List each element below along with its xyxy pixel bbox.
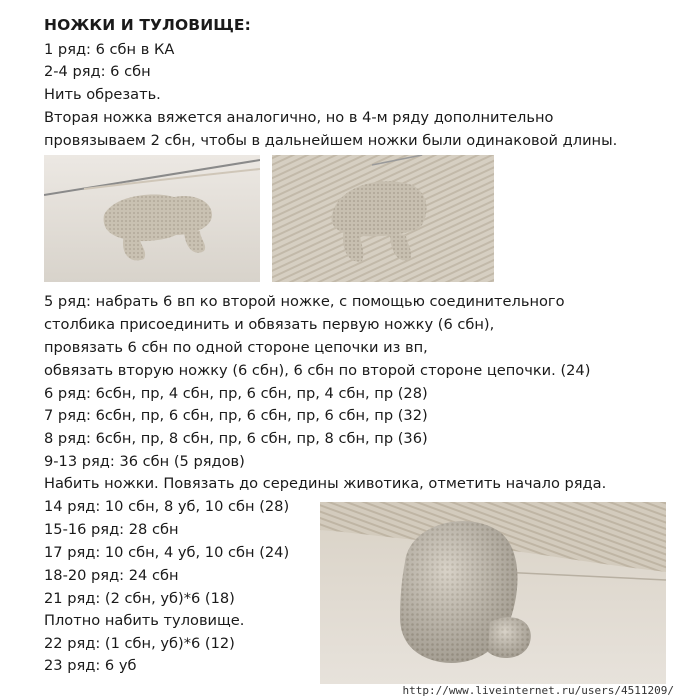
instruction-line-10: 6 ряд: 6сбн, пр, 4 сбн, пр, 6 сбн, пр, 4 сбн, пр (28) [44, 385, 428, 402]
section-heading: НОЖКИ И ТУЛОВИЩЕ: [44, 16, 251, 34]
instruction-line-2: 2-4 ряд: 6 сбн [44, 63, 151, 80]
instruction-line-4: Вторая ножка вяжется аналогично, но в 4-м ряду дополнительно [44, 109, 554, 126]
instruction-line-1: 1 ряд: 6 сбн в КА [44, 41, 175, 58]
instruction-line-22: 23 ряд: 6 уб [44, 657, 137, 674]
instruction-line-20: Плотно набить туловище. [44, 612, 245, 629]
instruction-line-3: Нить обрезать. [44, 86, 161, 103]
instruction-line-5: провязываем 2 сбн, чтобы в дальнейшем ножки были одинаковой длины. [44, 132, 618, 149]
instruction-line-11: 7 ряд: 6сбн, пр, 6 сбн, пр, 6 сбн, пр, 6 сбн, пр (32) [44, 407, 428, 424]
instruction-line-15: 14 ряд: 10 сбн, 8 уб, 10 сбн (28) [44, 498, 290, 515]
instruction-line-12: 8 ряд: 6сбн, пр, 8 сбн, пр, 6 сбн, пр, 8 сбн, пр (36) [44, 430, 428, 447]
instruction-line-9: обвязать вторую ножку (6 сбн), 6 сбн по второй стороне цепочки. (24) [44, 362, 591, 379]
source-url-watermark: http://www.liveinternet.ru/users/4511209/ [402, 684, 674, 697]
instruction-line-16: 15-16 ряд: 28 сбн [44, 521, 179, 538]
instruction-line-19: 21 ряд: (2 сбн, уб)*6 (18) [44, 590, 235, 607]
instruction-line-14: Набить ножки. Повязать до середины животика, отметить начало ряда. [44, 475, 607, 492]
instruction-line-8: провязать 6 сбн по одной стороне цепочки из вп, [44, 339, 428, 356]
instruction-line-18: 18-20 ряд: 24 сбн [44, 567, 179, 584]
instruction-line-6: 5 ряд: набрать 6 вп ко второй ножке, с помощью соединительного [44, 293, 565, 310]
instruction-line-7: столбика присоединить и обвязать первую ножку (6 сбн), [44, 316, 495, 333]
photo-knitted-body [320, 502, 666, 684]
instruction-line-13: 9-13 ряд: 36 сбн (5 рядов) [44, 453, 245, 470]
photo-legs-with-needle [44, 155, 260, 282]
instruction-line-21: 22 ряд: (1 сбн, уб)*6 (12) [44, 635, 235, 652]
instruction-line-17: 17 ряд: 10 сбн, 4 уб, 10 сбн (24) [44, 544, 290, 561]
photo-legs-on-yarn [272, 155, 494, 282]
